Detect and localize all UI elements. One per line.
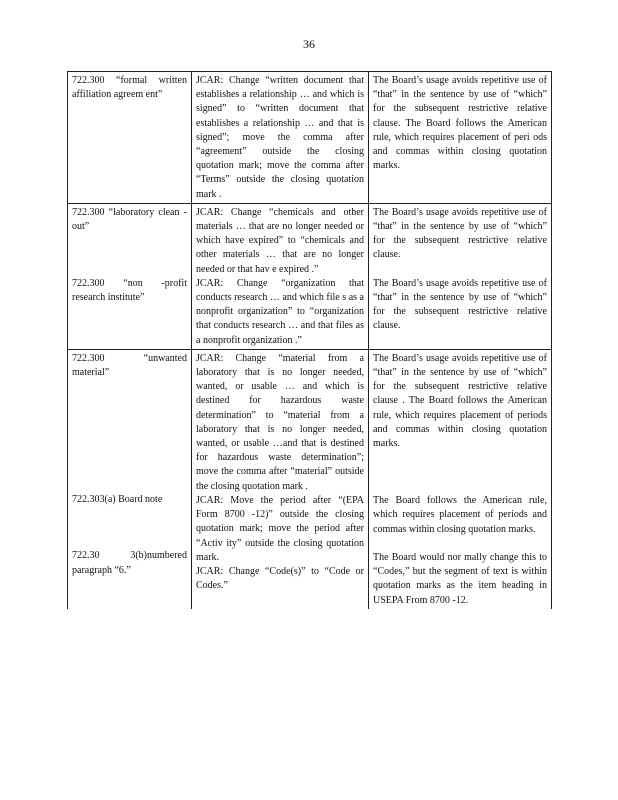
change-text: JCAR: Change “organization that conducts research … and which file s as a nonprofit organization” to “organization that conducts research … and that files as a nonprofit organization .” (196, 277, 364, 346)
page-number: 36 (303, 37, 315, 51)
change-text: JCAR: Change “written document that establishes a relationship … and which is signed” to “written document that establishes a relationship … and that is signed”; move the comma after “agreement” outside the closing quotation mark; move the comma after “Terms” outside the closing quotation mark . (196, 75, 364, 200)
change-cell (192, 349, 369, 608)
response-cell (369, 72, 552, 204)
response-text: The Board follows the American rule, which requires placement of periods and commas within closing quotation marks. (373, 495, 547, 535)
table-row (68, 349, 552, 608)
change-cell (192, 203, 369, 349)
section-label: 722.300 “formal written affiliation agreem ent” (72, 75, 187, 101)
section-cell (68, 203, 192, 349)
response-text: The Board’s usage avoids repetitive use of “that” in the sentence by use of “which” for the subsequent restrictive relative clause. The Board follows the American rule, which requires placement of peri ods and commas within closing quotation marks. (373, 75, 547, 172)
response-text: The Board’s usage avoids repetitive use of “that” in the sentence by use of “which” for the subsequent restrictive relative clause. (373, 277, 547, 332)
response-cell (369, 349, 552, 608)
section-cell (68, 349, 192, 608)
response-text: The Board’s usage avoids repetitive use of “that” in the sentence by use of “which” for the subsequent restrictive relative clause. (373, 206, 547, 261)
section-label: 722.30 3(b)numbered paragraph “6.” (72, 550, 187, 576)
section-label: 722.300 “unwanted material” (72, 352, 187, 379)
comments-table (67, 71, 552, 609)
section-cell (68, 72, 192, 204)
table-row (68, 72, 552, 204)
change-text: JCAR: Move the period after “(EPA Form 8700 -12)” outside the closing quotation mark; move the period after “Activ ity” outside the closing quotation mark. (196, 494, 364, 563)
section-label: 722.303(a) Board note (72, 494, 163, 506)
response-cell (369, 203, 552, 349)
change-text: JCAR: Change “Code(s)” to “Code or Codes.” (196, 565, 364, 592)
section-label: 722.300 “laboratory clean -out” (72, 206, 187, 233)
change-cell (192, 72, 369, 204)
response-text: The Board would nor mally change this to “Codes,” but the segment of text is within quotation marks as the item heading in USEPA From 8700 -12. (373, 551, 547, 606)
table-row (68, 203, 552, 349)
response-text: The Board’s usage avoids repetitive use of “that” in the sentence by use of “which” for the subsequent restrictive relative clause . The Board follows the American rule, which requires placement of periods and commas within closing quotation marks. (373, 352, 547, 450)
change-text: JCAR: Change “material from a laboratory that is no longer needed, wanted, or usable … and which is destined for hazardous waste determination” to “material from a laboratory that is no longer needed, wanted, or usable …and that is destined for hazardous waste determination”; move the comma after “material” outside the closing quotation mark . (196, 352, 364, 492)
section-label: 722.300 “non -profit research institute” (72, 278, 187, 304)
change-text: JCAR: Change “chemicals and other materials … that are no longer needed or which have expired” to “chemicals and other materials … that are no longer needed or that hav e expired .” (196, 206, 364, 275)
